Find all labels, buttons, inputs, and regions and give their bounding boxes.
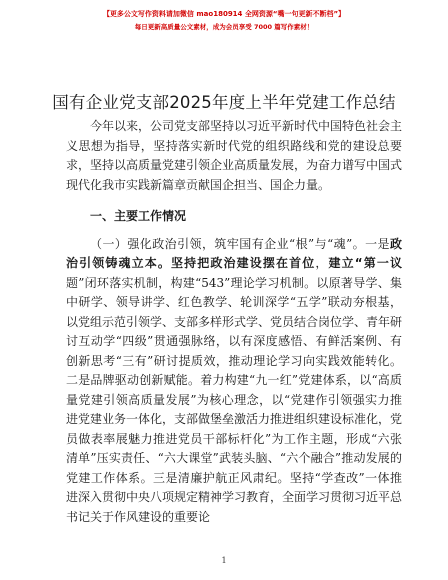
section1-paragraph <box>66 235 402 528</box>
intro-paragraph: 今年以来，公司党支部坚持以习近平新时代中国特色社会主义思想为指导，坚持落实新时代党的组织路线和党的建设总要求，坚持以高质量党建引领企业高质量发展，为奋力谱写中国式现代化我市实践新篇章贡献国企担当、国企力量。 <box>66 119 403 192</box>
promo-banner-line1: 【更多公文写作资料请加微信 mao180914 全网资源“嘴一句更新不断档”】 <box>102 10 346 18</box>
section-heading: 一、主要工作情况 <box>90 209 187 223</box>
promo-banner <box>0 8 448 33</box>
paragraph-text: 题”闭环落实机制，构建“543”理论学习机制。以原著导学、集中研学、领导讲学、红色教学、轮训深学“五学”联动夯根基，以党组示范引领学、支部多样形式学、党员结合岗位学、青年研讨互动学“四级”贯通强脉络，以有深度感悟、有鲜活案例、有创新思考“三有”研讨提质效，推动理论学习向实践效能转化。二是品牌驱动创新赋能。着力构建“九一红”党建体系，以“高质量党建引领高质量发展”为核心理念，以“党建作引领强实力推进党建业务一体化，支部做堡垒激活力推进组织建设标准化，党员做表率展魅力推进党员干部标杆化”为工作主题，形成“六张清单”压实责任、“六大课堂”武装头脑、“六个融合”推动发展的党建工作体系。三是清廉护航正风肃纪。坚持“学查改”一体推进深入贯彻中央八项规定精神学习教育，全面学习贯彻习近平总书记关于作风建设的重要论 <box>66 275 403 524</box>
page-number: 1 <box>221 556 227 565</box>
document-body <box>66 117 402 527</box>
document-title: 国有企业党支部2025年度上半年党建工作总结 <box>52 93 396 112</box>
paragraph-text: （一）强化政治引领，筑牢国有企业“根”与“魂”。一是 <box>90 236 390 251</box>
bold-phrase: 建立“第一议 <box>328 256 402 270</box>
promo-banner-line2: 每日更新高质量公文素材，成为会员享受 7000 篇写作素材！ <box>134 23 314 31</box>
bold-phrase: 政治引领铸魂立本。坚持把政治建设摆在首位 <box>66 236 402 270</box>
paragraph-text: ， <box>315 256 329 270</box>
